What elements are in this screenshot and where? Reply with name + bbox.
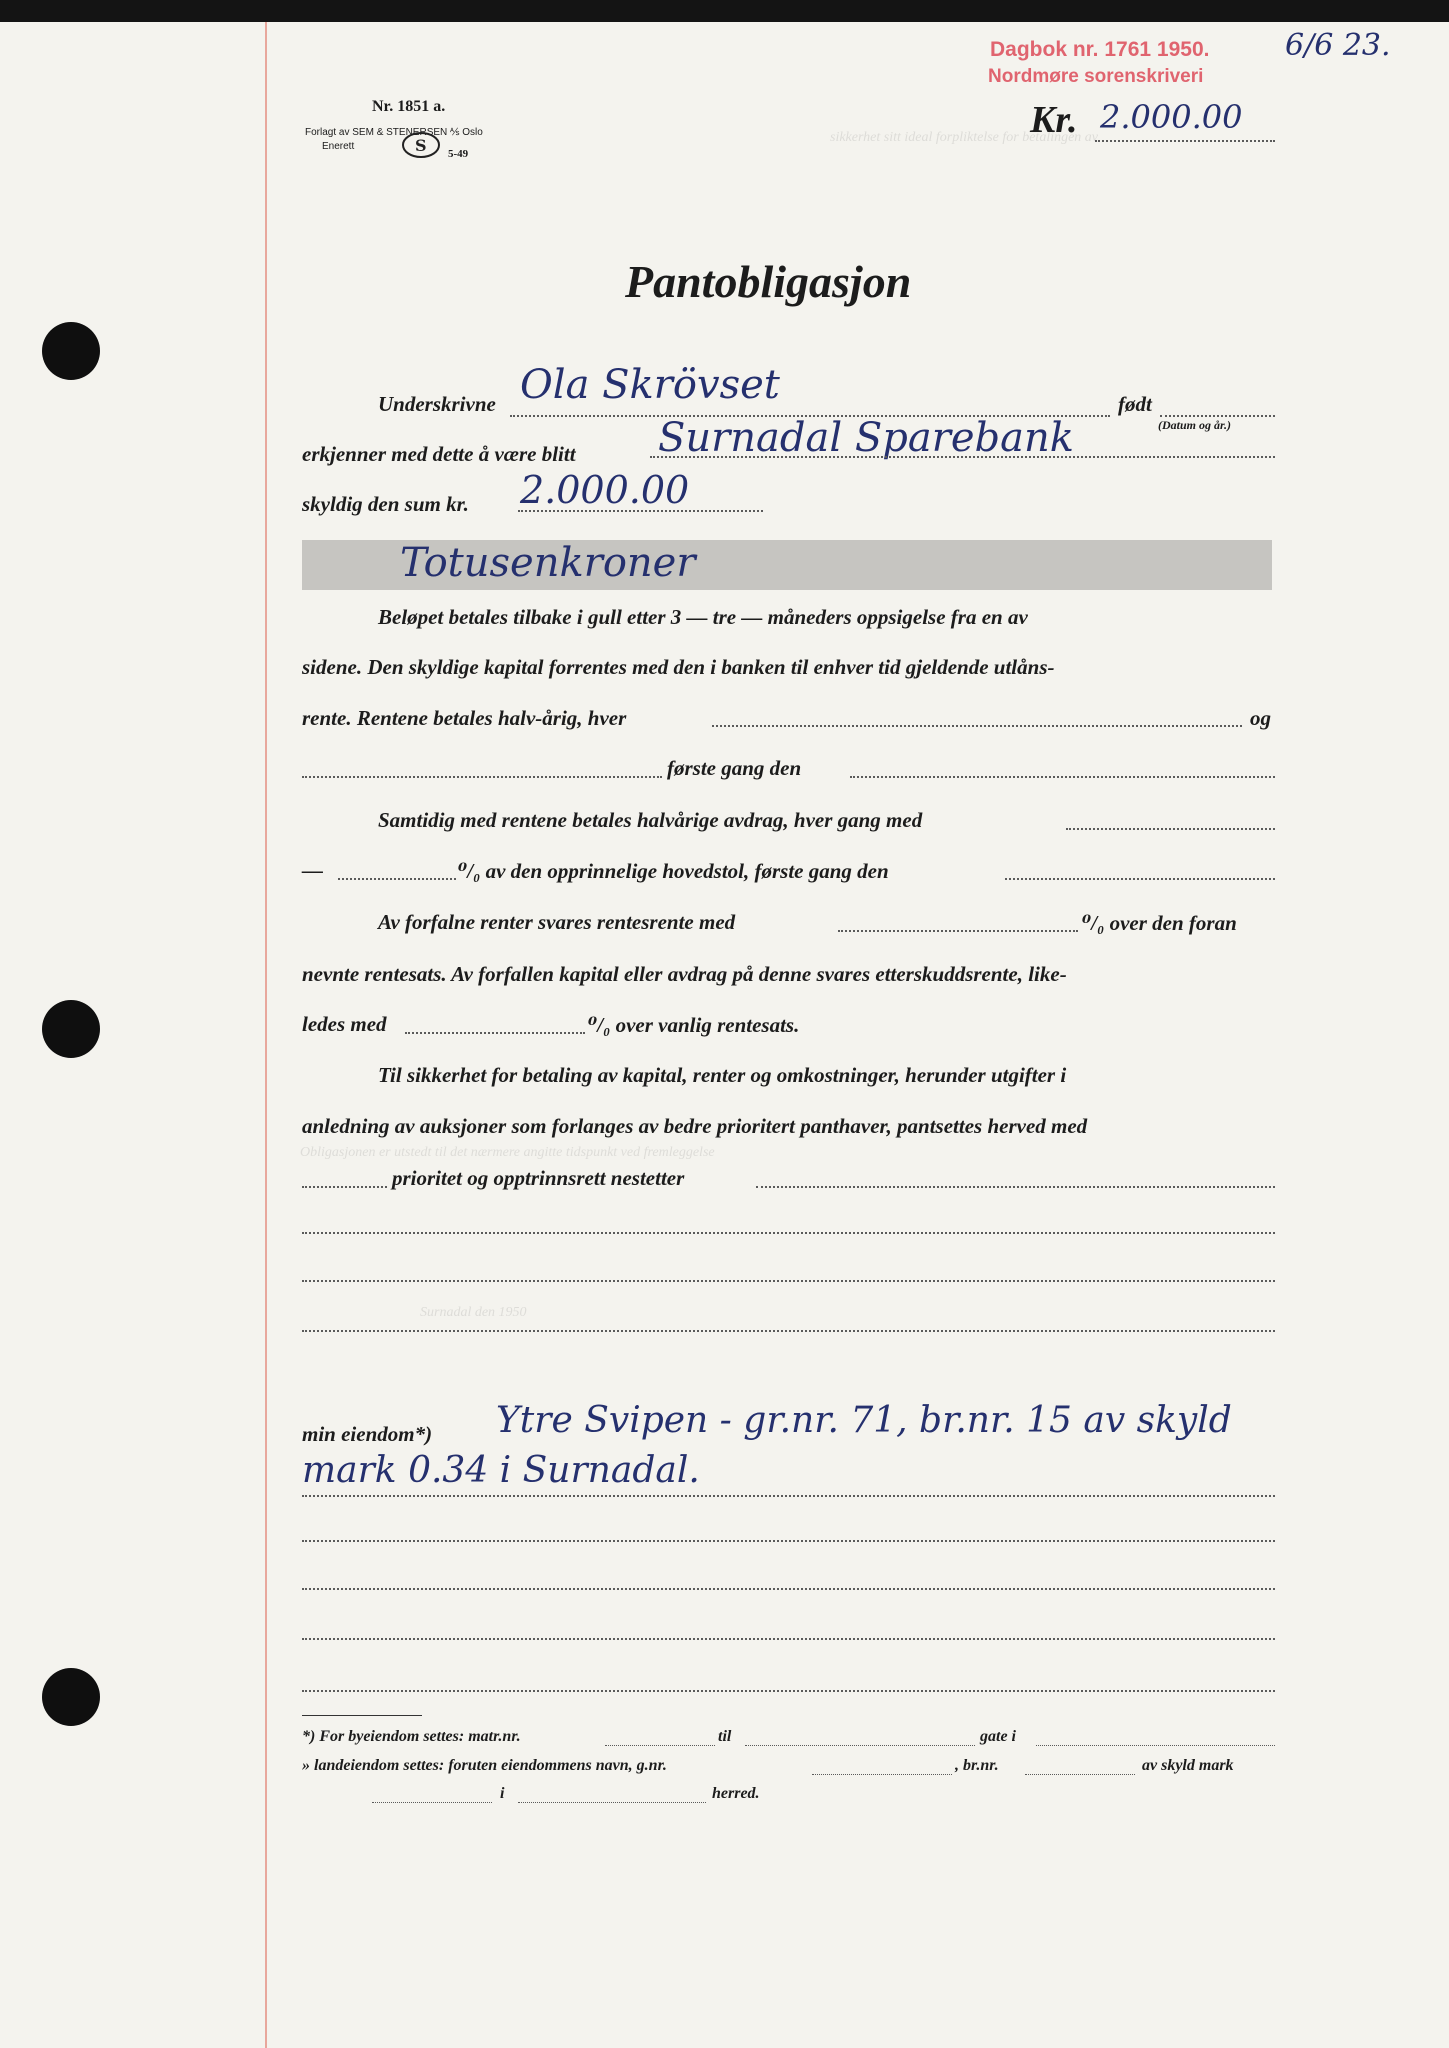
blank-line xyxy=(302,1638,1275,1640)
sum-in-words: Totusenkroner xyxy=(400,540,696,586)
amount-value: 2.000.00 xyxy=(1100,98,1243,136)
blank-line xyxy=(302,1588,1275,1590)
late-rate-line xyxy=(405,1032,585,1034)
fodt-label: født xyxy=(1118,392,1152,416)
body-line-8: nevnte rentesats. Av forfallen kapital eller avdrag på denne svares etterskuddsrente, like- xyxy=(302,962,1067,986)
stamp-date-handwritten: 6/6 23. xyxy=(1285,28,1391,63)
footnote-field xyxy=(1025,1774,1135,1775)
undersk-label: Underskrivne xyxy=(378,392,496,416)
stamp-line-2: Nordmøre sorenskriveri xyxy=(988,66,1204,87)
body-line-6: ⁰/₀ av den opprinnelige hovedstol, første gang den xyxy=(458,859,889,883)
bleed-through: sikkerhet sitt ideal forpliktelse for betalingen av xyxy=(830,130,1099,145)
bleed-through: Obligasjonen er utstedt til det nærmere angitte tidspunkt ved fremleggelse xyxy=(300,1145,715,1160)
footnote-i: i xyxy=(500,1785,505,1802)
stamp-line-1: Dagbok nr. 1761 1950. xyxy=(990,38,1210,61)
footnote-rule xyxy=(302,1715,422,1716)
blank-line xyxy=(302,1495,1275,1497)
footnote-line-2: » landeiendom settes: foruten eiendommens navn, g.nr. xyxy=(302,1757,667,1774)
body-line-10: Til sikkerhet for betaling av kapital, renter og omkostninger, herunder utgifter i xyxy=(378,1063,1067,1087)
footnote-gate: gate i xyxy=(980,1728,1016,1745)
blank-line xyxy=(302,1280,1275,1282)
edition-code: 5-49 xyxy=(448,148,469,160)
amount-line xyxy=(1095,140,1275,142)
blank-line xyxy=(302,1690,1275,1692)
footnote-herred: herred. xyxy=(712,1785,760,1802)
blank-line xyxy=(302,1232,1275,1234)
form-number: Nr. 1851 a. xyxy=(372,98,446,115)
punch-hole xyxy=(42,1000,100,1058)
datum-hint: (Datum og år.) xyxy=(1158,418,1232,432)
body-line-9-end: ⁰/₀ over vanlig rentesats. xyxy=(588,1013,800,1037)
body-line-9: ledes med xyxy=(302,1012,387,1036)
footnote-field xyxy=(1036,1745,1275,1746)
body-line-7-end: ⁰/₀ over den foran xyxy=(1082,911,1237,935)
body-line-4: første gang den xyxy=(667,756,802,780)
erkjenner-label: erkjenner med dette å være blitt xyxy=(302,442,576,466)
footnote-field xyxy=(812,1774,952,1775)
svg-text:S: S xyxy=(415,136,427,155)
debtor-name: Ola Skrövset xyxy=(520,362,780,408)
skyldig-label: skyldig den sum kr. xyxy=(302,492,469,516)
footnote-brnr: , br.nr. xyxy=(955,1757,999,1774)
creditor-line xyxy=(650,456,1275,458)
margin-rule xyxy=(265,22,267,2048)
body-line-7: Av forfalne renter svares rentesrente med xyxy=(378,910,736,934)
priority-line-b xyxy=(756,1186,1275,1188)
min-eiendom-label: min eiendom*) xyxy=(302,1422,433,1446)
fodt-line xyxy=(1160,415,1275,417)
footnote-til: til xyxy=(718,1728,732,1745)
interval-line xyxy=(712,725,1242,727)
footnote-field xyxy=(518,1802,706,1803)
body-line-11: anledning av auksjoner som forlanges av bedre prioritert panthaver, pantsettes herved med xyxy=(302,1114,1088,1138)
first-date-line-a xyxy=(302,776,662,778)
footnote-field xyxy=(372,1802,492,1803)
bleed-through: Surnadal den 1950 xyxy=(420,1305,527,1320)
footnote-field xyxy=(745,1745,975,1746)
body-line-5: Samtidig med rentene betales halvårige avdrag, hver gang med xyxy=(378,808,923,832)
body-line-2: sidene. Den skyldige kapital forrentes med den i banken til enhver tid gjeldende utlåns- xyxy=(302,655,1055,679)
body-line-3-end: og xyxy=(1250,706,1271,730)
footnote-field xyxy=(605,1745,715,1746)
property-line-1: Ytre Svipen - gr.nr. 71, br.nr. 15 av skyld xyxy=(496,1400,1232,1441)
body-line-12: prioritet og opptrinnsrett nestetter xyxy=(392,1166,685,1190)
amount-label: Kr. xyxy=(1030,99,1078,141)
punch-hole xyxy=(42,322,100,380)
creditor-name: Surnadal Sparebank xyxy=(658,415,1074,461)
priority-line-a xyxy=(302,1186,387,1188)
sum-value: 2.000.00 xyxy=(520,468,690,512)
eneret-label: Enerett xyxy=(322,141,355,152)
property-line-2: mark 0.34 i Surnadal. xyxy=(302,1450,700,1491)
blank-line xyxy=(302,1540,1275,1542)
sum-line xyxy=(518,510,763,512)
first-date-line-b xyxy=(850,776,1275,778)
footnote-skyld: av skyld mark xyxy=(1142,1757,1234,1774)
body-line-6-dash: — xyxy=(302,858,323,882)
interest-rate-line xyxy=(838,930,1078,932)
installment-line xyxy=(1066,828,1275,830)
blank-line xyxy=(302,1330,1275,1332)
installment-date-line xyxy=(1005,878,1275,880)
punch-hole xyxy=(42,1668,100,1726)
publisher-line: Forlagt av SEM & STENERSEN ⅍ Oslo xyxy=(305,127,483,138)
body-line-3: rente. Rentene betales halv-årig, hver xyxy=(302,706,627,730)
footnote-line-1: *) For byeiendom settes: matr.nr. xyxy=(302,1728,521,1745)
body-line-1: Beløpet betales tilbake i gull etter 3 — tre — måneders oppsigelse fra en av xyxy=(378,605,1028,629)
publisher-logo-icon xyxy=(400,130,442,160)
page-title: Pantobligasjon xyxy=(625,256,912,307)
percent-line xyxy=(338,878,456,880)
scan-top-edge xyxy=(0,0,1449,22)
